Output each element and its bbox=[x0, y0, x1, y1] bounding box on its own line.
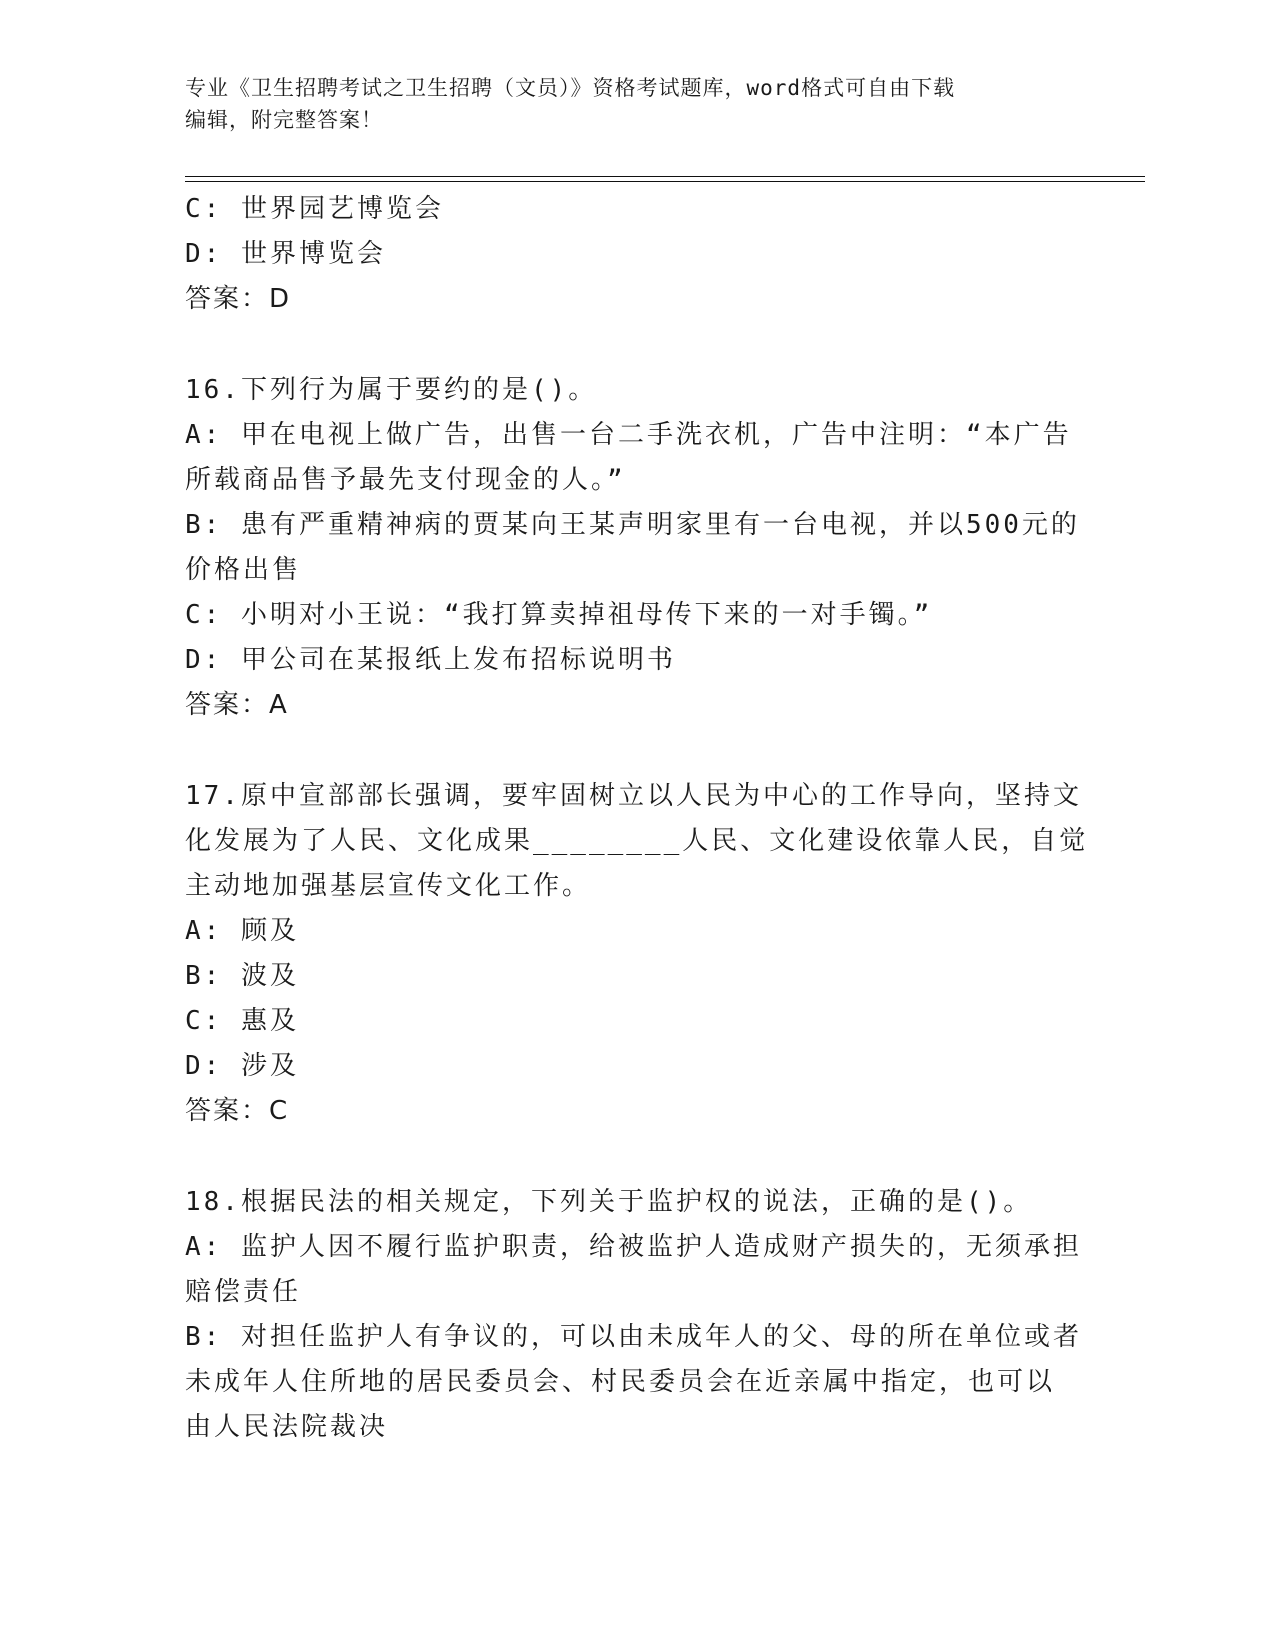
question-15-tail bbox=[185, 187, 1085, 322]
question-18 bbox=[185, 1180, 1085, 1450]
question-stem: 18.根据民法的相关规定，下列关于监护权的说法，正确的是()。 bbox=[185, 1187, 1033, 1217]
question-16 bbox=[185, 368, 1085, 728]
question-stem-line-3: 主动地加强基层宣传文化工作。 bbox=[185, 871, 592, 901]
option-b-line-3: 由人民法院裁决 bbox=[185, 1412, 389, 1442]
option-a: A: 顾及 bbox=[185, 916, 299, 946]
answer-line: 答案：C bbox=[185, 1096, 290, 1126]
answer-line: 答案：D bbox=[185, 284, 292, 314]
spacer bbox=[185, 728, 1085, 774]
option-d: D: 甲公司在某报纸上发布招标说明书 bbox=[185, 645, 676, 675]
option-b-line-1: B: 对担任监护人有争议的，可以由未成年人的父、母的所在单位或者 bbox=[185, 1322, 1082, 1352]
option-c: C: 惠及 bbox=[185, 1006, 299, 1036]
header-divider-bottom bbox=[185, 181, 1145, 182]
option-a-line-1: A: 甲在电视上做广告，出售一台二手洗衣机，广告中注明：“本广告 bbox=[185, 420, 1072, 450]
option-b-line-2: 价格出售 bbox=[185, 555, 302, 585]
document-header bbox=[185, 72, 1065, 136]
option-d: D: 涉及 bbox=[185, 1051, 299, 1081]
option-d: D: 世界博览会 bbox=[185, 239, 386, 269]
header-line-2: 编辑，附完整答案！ bbox=[185, 108, 383, 132]
question-stem: 16.下列行为属于要约的是()。 bbox=[185, 375, 598, 405]
question-17 bbox=[185, 774, 1089, 1134]
spacer bbox=[185, 322, 1085, 368]
question-content bbox=[185, 187, 1089, 1450]
header-divider-top bbox=[185, 176, 1145, 177]
option-a-line-1: A: 监护人因不履行监护职责，给被监护人造成财产损失的，无须承担 bbox=[185, 1232, 1082, 1262]
option-b: B: 波及 bbox=[185, 961, 299, 991]
option-b-line-1: B: 患有严重精神病的贾某向王某声明家里有一台电视，并以500元的 bbox=[185, 510, 1080, 540]
question-stem-line-1: 17.原中宣部部长强调，要牢固树立以人民为中心的工作导向，坚持文 bbox=[185, 781, 1082, 811]
option-c: C: 小明对小王说：“我打算卖掉祖母传下来的一对手镯。” bbox=[185, 600, 933, 630]
header-line-1: 专业《卫生招聘考试之卫生招聘（文员）》资格考试题库，word格式可自由下载 bbox=[185, 76, 956, 100]
option-b-line-2: 未成年人住所地的居民委员会、村民委员会在近亲属中指定，也可以 bbox=[185, 1367, 1056, 1397]
option-c: C: 世界园艺博览会 bbox=[185, 194, 444, 224]
option-a-line-2: 赔偿责任 bbox=[185, 1277, 302, 1307]
question-stem-line-2: 化发展为了人民、文化成果________人民、文化建设依靠人民，自觉 bbox=[185, 826, 1089, 856]
spacer bbox=[185, 1134, 1085, 1180]
option-a-line-2: 所载商品售予最先支付现金的人。” bbox=[185, 465, 626, 495]
answer-line: 答案：A bbox=[185, 690, 289, 720]
